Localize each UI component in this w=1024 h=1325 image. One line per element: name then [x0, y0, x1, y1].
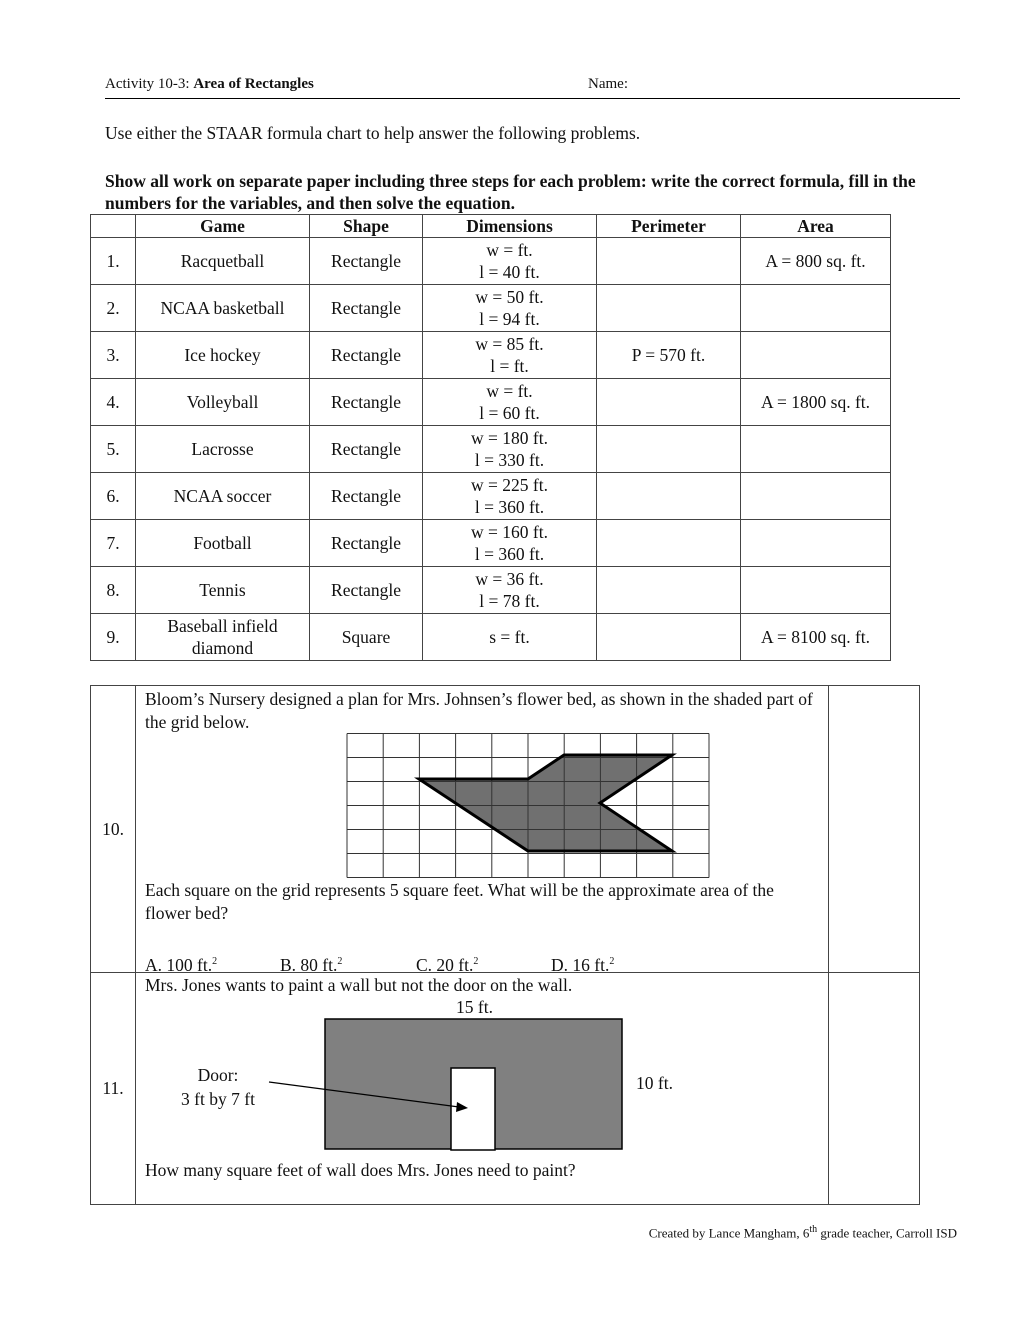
table-row	[91, 473, 891, 520]
dimension-value: l = 360 ft.	[474, 497, 545, 517]
dimension-value: w = 160 ft.	[471, 522, 548, 542]
header-perimeter: Perimeter	[597, 215, 741, 238]
dimension-value: l = ft.	[490, 356, 529, 376]
dimension-value: w = ft.	[486, 240, 533, 260]
area-cell: A = 800 sq. ft.	[741, 238, 891, 285]
game-cell: Football	[136, 520, 310, 567]
dimension-value: s = ft.	[489, 627, 530, 647]
shape-cell: Rectangle	[310, 238, 423, 285]
shape-cell: Rectangle	[310, 520, 423, 567]
perimeter-cell[interactable]	[597, 473, 741, 520]
dimension-value: w = 85 ft.	[475, 334, 544, 354]
problem-11-answer-box[interactable]	[829, 973, 920, 1205]
door-label-title: Door:	[197, 1065, 239, 1085]
dimension-value: l = 94 ft.	[479, 309, 540, 329]
problem-11-intro: Mrs. Jones wants to paint a wall but not the door on the wall.	[145, 975, 573, 995]
shape-cell: Rectangle	[310, 426, 423, 473]
dimension-value: l = 360 ft.	[474, 544, 545, 564]
dimensions-cell	[423, 379, 597, 426]
table-header-row	[91, 215, 891, 238]
problem-10-number: 10.	[91, 686, 136, 973]
problem-10-intro: Bloom’s Nursery designed a plan for Mrs. Johnsen’s flower bed, as shown in the shaded part of the grid below.	[145, 689, 813, 732]
area-cell[interactable]	[741, 567, 891, 614]
shape-cell: Rectangle	[310, 567, 423, 614]
door-label-size: 3 ft by 7 ft	[181, 1089, 255, 1109]
shape-cell: Rectangle	[310, 332, 423, 379]
area-cell[interactable]	[741, 426, 891, 473]
dimensions-cell	[423, 332, 597, 379]
problem-11-row	[91, 973, 920, 1205]
flower-bed-grid	[346, 733, 710, 878]
instructions-text: Show all work on separate paper including three steps for each problem: write the correct formula, fill in the numbers for the variables, and then solve the equation.	[105, 171, 916, 213]
problem-10-prompt: Each square on the grid represents 5 square feet. What will be the approximate area of the flower bed?	[145, 880, 774, 923]
area-cell[interactable]	[741, 332, 891, 379]
table-row	[91, 567, 891, 614]
activity-prefix: Activity 10-3:	[105, 76, 194, 92]
row-number: 9.	[91, 614, 136, 661]
header-num	[91, 215, 136, 238]
perimeter-cell[interactable]	[597, 614, 741, 661]
dimension-value: w = 180 ft.	[471, 428, 548, 448]
dimensions-cell	[423, 520, 597, 567]
perimeter-cell[interactable]	[597, 238, 741, 285]
problem-11-prompt: How many square feet of wall does Mrs. Jones need to paint?	[145, 1160, 576, 1180]
shape-cell: Rectangle	[310, 285, 423, 332]
row-number: 4.	[91, 379, 136, 426]
footer-prefix: Created by Lance Mangham, 6	[648, 1225, 810, 1241]
dimension-value: l = 60 ft.	[479, 403, 540, 423]
area-cell: A = 8100 sq. ft.	[741, 614, 891, 661]
table-row	[91, 520, 891, 567]
dimension-value: w = 36 ft.	[475, 569, 544, 589]
table-row	[91, 238, 891, 285]
problem-10-row	[91, 686, 920, 973]
game-cell: NCAA basketball	[136, 285, 310, 332]
row-number: 3.	[91, 332, 136, 379]
shape-cell: Square	[310, 614, 423, 661]
door-label	[156, 1063, 280, 1111]
game-cell: Ice hockey	[136, 332, 310, 379]
intro-text: Use either the STAAR formula chart to help answer the following problems.	[105, 123, 641, 143]
problems-table	[90, 214, 891, 661]
row-number: 7.	[91, 520, 136, 567]
footer-sup: th	[809, 1224, 818, 1235]
table-row	[91, 614, 891, 661]
game-cell: Tennis	[136, 567, 310, 614]
choice-b: B. 80 ft.$^2$	[280, 954, 343, 975]
wall-height-label: 10 ft.	[636, 1073, 673, 1093]
perimeter-cell[interactable]	[597, 426, 741, 473]
perimeter-cell: P = 570 ft.	[597, 332, 741, 379]
dimensions-cell	[423, 473, 597, 520]
perimeter-cell[interactable]	[597, 567, 741, 614]
game-cell: Lacrosse	[136, 426, 310, 473]
row-number: 5.	[91, 426, 136, 473]
table-body	[91, 238, 891, 661]
dimension-value: l = 40 ft.	[479, 262, 540, 282]
problem-10-answer-box[interactable]	[829, 686, 920, 973]
perimeter-cell[interactable]	[597, 285, 741, 332]
problem-10-question	[136, 686, 829, 973]
wall-width-label: 15 ft.	[456, 997, 493, 1017]
header-area: Area	[741, 215, 891, 238]
dimension-value: w = ft.	[486, 381, 533, 401]
dimensions-cell	[423, 426, 597, 473]
perimeter-cell[interactable]	[597, 520, 741, 567]
activity-title	[105, 76, 314, 93]
header-dimensions: Dimensions	[423, 215, 597, 238]
dimension-value: w = 50 ft.	[475, 287, 544, 307]
worksheet-header	[105, 76, 960, 99]
header-shape: Shape	[310, 215, 423, 238]
game-cell: Baseball infield diamond	[136, 614, 310, 661]
area-cell[interactable]	[741, 473, 891, 520]
area-cell[interactable]	[741, 285, 891, 332]
dimension-value: l = 330 ft.	[474, 450, 545, 470]
name-label: Name:	[588, 76, 628, 92]
problem-11-question	[136, 973, 829, 1205]
problem-11-number: 11.	[91, 973, 136, 1205]
table-row	[91, 285, 891, 332]
table-row	[91, 379, 891, 426]
perimeter-cell[interactable]	[597, 379, 741, 426]
row-number: 1.	[91, 238, 136, 285]
dimension-value: w = 225 ft.	[471, 475, 548, 495]
area-cell[interactable]	[741, 520, 891, 567]
dimensions-cell	[423, 285, 597, 332]
dimension-value: l = 78 ft.	[479, 591, 540, 611]
row-number: 6.	[91, 473, 136, 520]
game-cell: Racquetball	[136, 238, 310, 285]
table-row	[91, 332, 891, 379]
choice-d: D. 16 ft.$^2$	[551, 954, 615, 975]
shape-cell: Rectangle	[310, 379, 423, 426]
area-cell: A = 1800 sq. ft.	[741, 379, 891, 426]
shape-cell: Rectangle	[310, 473, 423, 520]
header-game: Game	[136, 215, 310, 238]
row-number: 8.	[91, 567, 136, 614]
dimensions-cell	[423, 567, 597, 614]
table-row	[91, 426, 891, 473]
game-cell: NCAA soccer	[136, 473, 310, 520]
dimensions-cell	[423, 238, 597, 285]
choice-a: A. 100 ft.$^2$	[145, 954, 218, 975]
game-cell: Volleyball	[136, 379, 310, 426]
footer-credit	[649, 1224, 957, 1241]
dimensions-cell	[423, 614, 597, 661]
activity-title-bold: Area of Rectangles	[193, 76, 314, 92]
footer-suffix: grade teacher, Carroll ISD	[817, 1225, 957, 1241]
word-problems-table	[90, 685, 920, 1205]
choice-c: C. 20 ft.$^2$	[416, 954, 479, 975]
row-number: 2.	[91, 285, 136, 332]
